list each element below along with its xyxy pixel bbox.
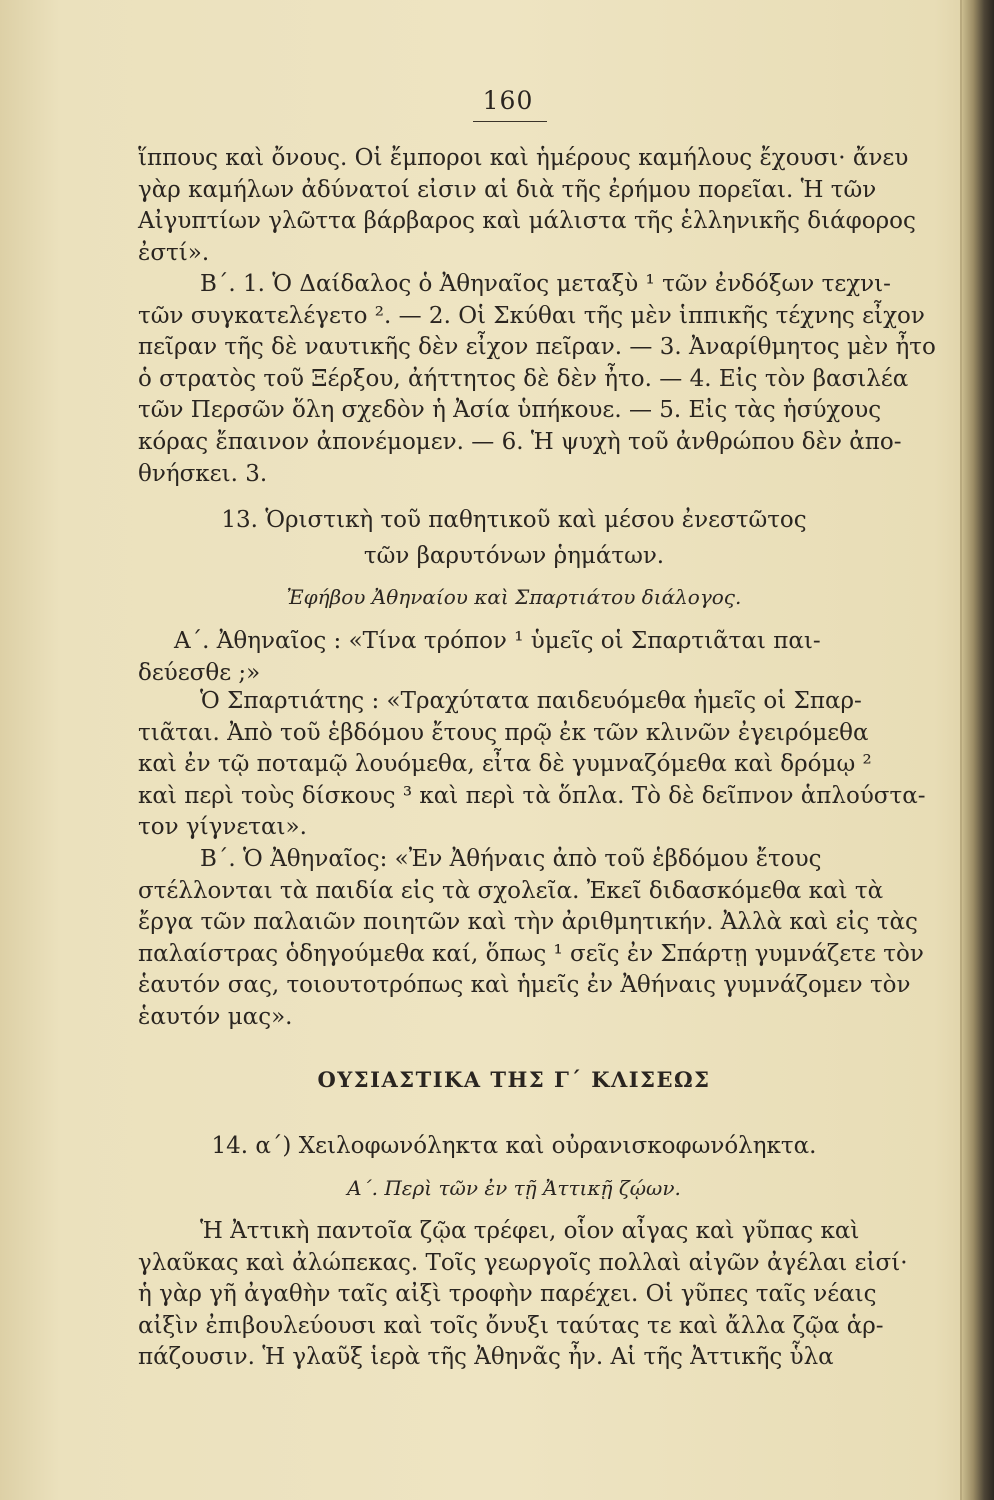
text-line: τῶν συγκατελέγετο ². — 2. Οἱ Σκύθαι τῆς μὲν ἱππικῆς τέχνης εἶχον	[138, 302, 925, 329]
text-line: στέλλονται τὰ παιδία εἰς τὰ σχολεῖα. Ἐκεῖ διδασκόμεθα καὶ τὰ	[138, 877, 884, 904]
text-line: Α΄. Ἀθηναῖος : «Τίνα τρόπον ¹ ὑμεῖς οἱ Σπαρτιᾶται παι-	[174, 628, 821, 654]
dialogue-a	[138, 626, 890, 689]
paragraph-continuation	[138, 143, 916, 269]
header-rule	[473, 121, 547, 122]
page-number: 160	[482, 86, 534, 115]
exercise-b	[138, 269, 936, 490]
text-line: ἡ γὰρ γῆ ἀγαθὴν ταῖς αἰξὶ τροφὴν παρέχει. Οἱ γῦπες ταῖς νέαις	[138, 1281, 877, 1308]
text-line: ἵππους καὶ ὄνους. Οἱ ἔμποροι καὶ ἡμέρους καμήλους ἔχουσι· ἄνευ	[138, 145, 909, 171]
section-14-heading: 14. α΄) Χειλοφωνόληκτα καὶ οὐρανισκοφωνόληκτα.	[211, 1133, 817, 1159]
text-line: ἑαυτόν σας, τοιουτοτρόπως καὶ ἡμεῖς ἐν Ἀθήναις γυμνάζομεν τὸν	[138, 972, 911, 999]
text-line: αἰξὶν ἐπιβουλεύουσι καὶ τοῖς ὄνυξι ταύτας τε καὶ ἄλλα ζῷα ἁρ-	[138, 1312, 884, 1339]
section-13-heading	[138, 505, 890, 572]
text-line: παλαίστρας ὁδηγούμεθα καί, ὅπως ¹ σεῖς ἐν Σπάρτῃ γυμνάζετε τὸν	[138, 940, 924, 967]
text-line: γὰρ καμήλων ἀδύνατοί εἰσιν αἱ διὰ τῆς ἐρήμου πορεῖαι. Ἡ τῶν	[138, 176, 877, 203]
text-line: θνήσκει. 3.	[138, 460, 268, 487]
heading-line: τῶν βαρυτόνων ῥημάτων.	[363, 542, 665, 569]
text-line: πάζουσιν. Ἡ γλαῦξ ἱερὰ τῆς Ἀθηνᾶς ἦν. Αἱ τῆς Ἀττικῆς ὗλα	[138, 1344, 834, 1371]
text-line: καὶ περὶ τοὺς δίσκους ³ καὶ περὶ τὰ ὅπλα. Τὸ δὲ δεῖπνον ἁπλούστα-	[138, 782, 926, 809]
attica-animals-paragraph	[138, 1216, 908, 1374]
dialogue-b	[138, 844, 924, 1034]
book-spine	[962, 0, 994, 1500]
text-line: καὶ ἐν τῷ ποταμῷ λουόμεθα, εἶτα δὲ γυμναζόμεθα καὶ δρόμῳ ²	[138, 751, 872, 778]
text-line: ἐστί».	[138, 239, 210, 266]
heading-line: 13. Ὁριστικὴ τοῦ παθητικοῦ καὶ μέσου ἐνεστῶτος	[221, 507, 807, 533]
text-line: γλαῦκας καὶ ἀλώπεκας. Τοῖς γεωργοῖς πολλαὶ αἰγῶν ἀγέλαι εἰσί·	[138, 1249, 908, 1276]
text-line: Ἡ Ἀττικὴ παντοῖα ζῷα τρέφει, οἷον αἶγας καὶ γῦπας καὶ	[200, 1218, 860, 1244]
text-line: Αἰγυπτίων γλῶττα βάρβαρος καὶ μάλιστα τῆς ἑλληνικῆς διάφορος	[138, 208, 916, 235]
text-line: δεύεσθε ;»	[138, 659, 261, 686]
text-line: τῶν Περσῶν ὅλη σχεδὸν ἡ Ἀσία ὑπήκουε. — 5. Εἰς τὰς ἡσύχους	[138, 397, 882, 424]
text-line: τον γίγνεται».	[138, 814, 307, 841]
dialogue-spartan	[138, 686, 926, 844]
text-line: τιᾶται. Ἀπὸ τοῦ ἑβδόμου ἔτους πρῷ ἐκ τῶν κλινῶν ἐγειρόμεθα	[138, 719, 869, 746]
text-line: Ὁ Σπαρτιάτης : «Τραχύτατα παιδευόμεθα ἡμεῖς οἱ Σπαρ-	[200, 688, 862, 714]
section-14-subtitle: Α΄. Περὶ τῶν ἐν τῇ Ἀττικῇ ζῴων.	[347, 1176, 681, 1200]
text-line: Β΄. 1. Ὁ Δαίδαλος ὁ Ἀθηναῖος μεταξὺ ¹ τῶν ἐνδόξων τεχνι-	[200, 271, 891, 297]
text-line: ἑαυτόν μας».	[138, 1003, 293, 1030]
third-declension-heading: ΟΥΣΙΑΣΤΙΚΑ ΤΗΣ Γ΄ ΚΛΙΣΕΩΣ	[317, 1067, 711, 1092]
text-line: ἔργα τῶν παλαιῶν ποιητῶν καὶ τὴν ἀριθμητικήν. Ἀλλὰ καὶ εἰς τὰς	[138, 909, 918, 936]
dialogue-title: Ἐφήβου Ἀθηναίου καὶ Σπαρτιάτου διάλογος.	[286, 585, 742, 609]
text-line: κόρας ἔπαινον ἀπονέμομεν. — 6. Ἡ ψυχὴ τοῦ ἀνθρώπου δὲν ἀπο-	[138, 428, 902, 455]
text-line: πεῖραν τῆς δὲ ναυτικῆς δὲν εἶχον πεῖραν. — 3. Ἀναρίθμητος μὲν ἦτο	[138, 334, 936, 361]
text-line: ὁ στρατὸς τοῦ Ξέρξου, ἀήττητος δὲ δὲν ἦτο. — 4. Εἰς τὸν βασιλέα	[138, 365, 909, 392]
text-line: Β΄. Ὁ Ἀθηναῖος: «Ἐν Ἀθήναις ἀπὸ τοῦ ἑβδόμου ἔτους	[200, 846, 822, 872]
